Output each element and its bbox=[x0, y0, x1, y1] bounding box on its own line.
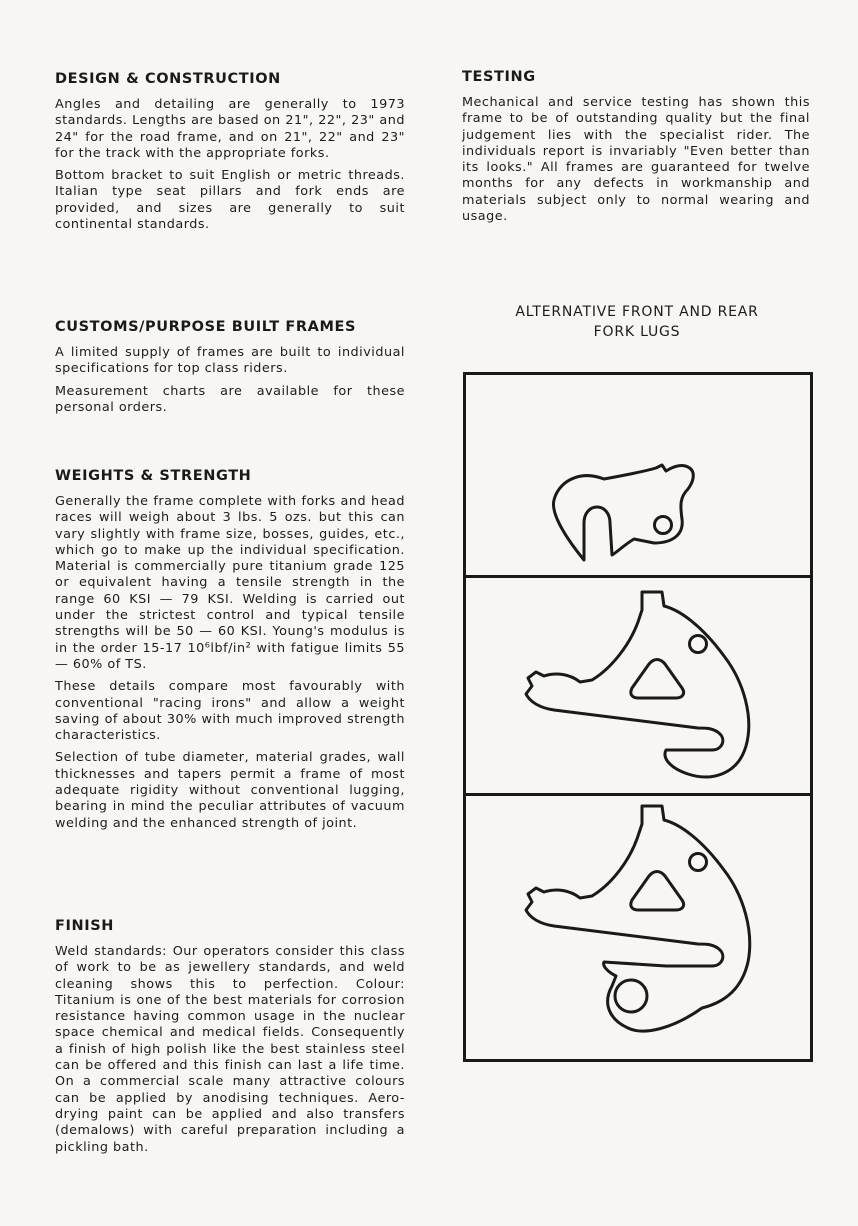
finish-paragraph-1: Weld standards: Our operators consider this class of work to be as jewellery standards, and weld cleaning shows this to perfection. Colour: Titanium is one of the best materials for corrosion resistance having common usage in the nuclear space chemical and medical fields. Consequently a finish of high polish like the best stainless steel can be offered and this finish can last a life time. On a commercial scale many attractive colours can be applied by anodising techniques. Aero-drying paint can be applied and also transfers (demalows) with careful preparation including a pickling bath. bbox=[55, 944, 405, 1155]
rear-fork-lug-hole bbox=[690, 636, 707, 653]
design-heading: DESIGN & CONSTRUCTION bbox=[55, 71, 281, 87]
testing-section bbox=[462, 69, 810, 231]
front-fork-lug-hole bbox=[655, 517, 672, 534]
front-fork-lug-outline bbox=[553, 465, 693, 560]
figure-title-line-2: FORK LUGS bbox=[593, 324, 681, 340]
testing-heading: TESTING bbox=[462, 69, 536, 85]
figure-title-line-1: ALTERNATIVE FRONT AND REAR bbox=[515, 304, 759, 320]
rear-fork-lug-panel bbox=[466, 578, 810, 796]
figure-title bbox=[462, 302, 812, 342]
weights-paragraph-1: Generally the frame complete with forks and head races will weigh about 3 lbs. 5 ozs. but this can vary slightly with frame size, bosses, guides, etc., which go to make up the individual specification. Material is commercially pure titanium grade 125 or equivalent having a tensile strength in the range 60 KSI — 79 KSI. Welding is carried out under the strictest control and typical tensile strengths will be 50 — 60 KSI. Young's modulus is in the order 15-17 10⁶lbf/in² with fatigue limits 55 — 60% of TS. bbox=[55, 494, 405, 672]
finish-section bbox=[55, 918, 405, 1162]
customs-paragraph-1: A limited supply of frames are built to individual specifications for top class riders. bbox=[55, 345, 405, 377]
customs-section bbox=[55, 319, 405, 422]
fork-lugs-figure bbox=[463, 372, 813, 1062]
rear-fork-lug-eyelet-outline bbox=[526, 806, 750, 1031]
design-paragraph-2: Bottom bracket to suit English or metric threads. Italian type seat pillars and fork ends are provided, and sizes are generally to suit continental standards. bbox=[55, 168, 405, 233]
testing-paragraph-1: Mechanical and service testing has shown this frame to be of outstanding quality but the final judgement lies with the specialist rider. The individuals report is invariably "Even better than its looks." All frames are guaranteed for twelve months for any defects in workmanship and materials subject only to normal wearing and usage. bbox=[462, 95, 810, 225]
rear-fork-lug-drawing bbox=[466, 578, 810, 793]
weights-paragraph-3: Selection of tube diameter, material grades, wall thicknesses and tapers permit a frame of most adequate rigidity without conventional lugging, bearing in mind the peculiar attributes of vacuum welding and the enhanced strength of joint. bbox=[55, 750, 405, 831]
rear-fork-lug-eyelet-large-hole bbox=[615, 980, 647, 1012]
customs-heading: CUSTOMS/PURPOSE BUILT FRAMES bbox=[55, 319, 357, 335]
weights-paragraph-2: These details compare most favourably with conventional "racing irons" and allow a weight saving of about 30% with much improved strength characteristics. bbox=[55, 679, 405, 744]
design-paragraph-1: Angles and detailing are generally to 1973 standards. Lengths are based on 21", 22", 23" and 24" for the road frame, and on 21", 22" and 23" for the track with the appropriate forks. bbox=[55, 97, 405, 161]
weights-heading: WEIGHTS & STRENGTH bbox=[55, 468, 252, 484]
weights-section bbox=[55, 468, 405, 838]
rear-fork-lug-eyelet-drawing bbox=[466, 796, 810, 1059]
right-column bbox=[462, 0, 810, 300]
design-section bbox=[55, 71, 405, 239]
customs-paragraph-2: Measurement charts are available for these personal orders. bbox=[55, 383, 405, 415]
rear-fork-lug-triangle bbox=[631, 660, 684, 699]
rear-fork-lug-eyelet-triangle bbox=[631, 872, 684, 911]
rear-fork-lug-outline bbox=[526, 592, 749, 777]
front-fork-lug-panel bbox=[466, 375, 810, 578]
front-fork-lug-drawing bbox=[466, 375, 810, 575]
rear-fork-lug-eyelet-small-hole bbox=[690, 854, 707, 871]
rear-fork-lug-eyelet-panel bbox=[466, 796, 810, 1059]
finish-heading: FINISH bbox=[55, 918, 115, 934]
left-column bbox=[55, 0, 405, 1226]
